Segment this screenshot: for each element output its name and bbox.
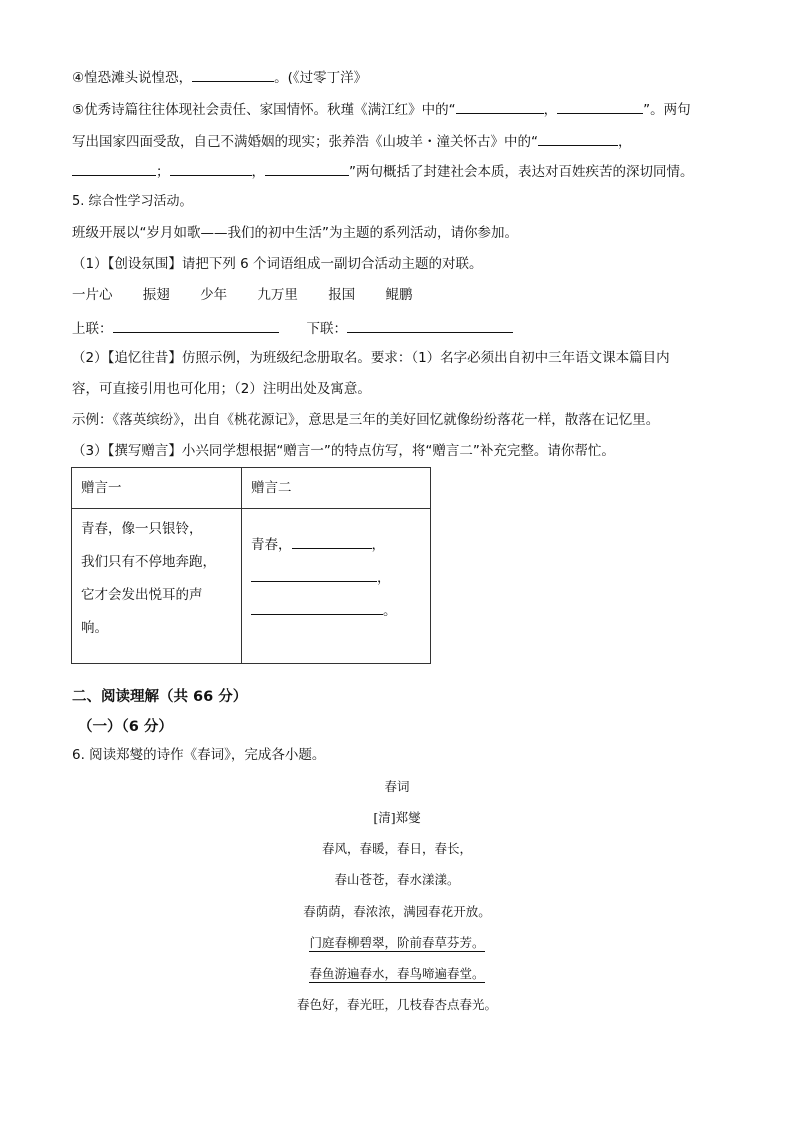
answer-blank[interactable] — [557, 98, 643, 114]
q4-line-3 — [72, 130, 632, 152]
q4-l4-sep1: ； — [156, 164, 170, 180]
q5-title: 5. 综合性学习活动。 — [72, 194, 193, 209]
poem-author: [清]郑燮 — [373, 810, 421, 825]
gift2-end: 。 — [383, 603, 397, 619]
underlined-text: 门庭春柳碧翠，阶前春草芬芳。 — [309, 935, 485, 950]
q5-part2-line1: （2）【追忆往昔】仿照示例，为班级纪念册取名。要求：（1）名字必须出自初中三年语文课本篇目内 — [72, 350, 670, 366]
subsection-heading: （一）（6 分） — [78, 719, 173, 735]
gift-header-2: 赠言二 — [242, 468, 431, 509]
q4-line-1 — [72, 66, 367, 88]
gift2-start: 青春， — [251, 537, 292, 553]
word-item: 振翅 — [142, 287, 170, 303]
word-item: 报国 — [328, 287, 356, 303]
lower-couplet-label: 下联： — [306, 321, 347, 337]
q4-line-4 — [72, 160, 694, 182]
q4-l4-sep2: ， — [251, 164, 265, 180]
gift-header-1: 赠言一 — [72, 468, 242, 509]
q5-example: 示例：《落英缤纷》，出自《桃花源记》，意思是三年的美好回忆就像纷纷落花一样，散落在记忆里。 — [72, 412, 660, 428]
word-item: 九万里 — [257, 287, 298, 303]
gift1-line: 它才会发出悦耳的声 — [81, 587, 203, 603]
gift1-line: 青春，像一只银铃， — [81, 521, 203, 537]
gift1-line: 我们只有不停地奔跑， — [81, 554, 216, 570]
word-item: 少年 — [200, 287, 228, 303]
q6-prompt: 6. 阅读郑燮的诗作《春词》，完成各小题。 — [72, 747, 326, 763]
gift-cell-2 — [242, 509, 431, 664]
q4-l1-post: 。(《过零丁洋》 — [274, 70, 368, 86]
poem-line-underlined — [0, 933, 794, 951]
underlined-text: 春鱼游遍春水，春鸟啼遍春堂。 — [309, 966, 485, 981]
answer-blank[interactable] — [456, 98, 544, 114]
word-list — [72, 285, 438, 305]
answer-blank[interactable] — [72, 160, 156, 176]
answer-blank[interactable] — [192, 66, 274, 82]
word-item: 鲲鹏 — [385, 287, 413, 303]
q4-l4-post: ”两句概括了封建社会本质，表达对百姓疾苦的深切同情。 — [349, 164, 694, 180]
upper-couplet-label: 上联： — [72, 321, 113, 337]
poem-line: 春风，春暖，春日，春长， — [321, 841, 472, 856]
upper-couplet-blank[interactable] — [113, 317, 279, 333]
answer-blank[interactable] — [292, 533, 372, 549]
q5-part2-line2: 容，可直接引用也可化用；（2）注明出处及寓意。 — [72, 381, 371, 397]
q5-part1: （1）【创设氛围】请把下列 6 个词语组成一副切合活动主题的对联。 — [72, 256, 483, 272]
q5-part3: （3）【撰写赠言】小兴同学想根据“赠言一”的特点仿写，将“赠言二”补充完整。请你帮忙。 — [72, 443, 615, 459]
poem-line: 春山苍苍，春水漾漾。 — [334, 872, 460, 887]
q4-l3-pre: 写出国家四面受敌，自己不满婚姻的现实；张养浩《山坡羊・潼关怀古》中的“ — [72, 134, 538, 150]
answer-blank[interactable] — [538, 130, 618, 146]
poem-line: 春荫荫，春浓浓，满园春花开放。 — [303, 904, 491, 919]
gift-cell-1 — [72, 509, 242, 664]
answer-blank[interactable] — [251, 566, 377, 582]
gift2-line — [251, 562, 430, 595]
gift1-line: 响。 — [81, 620, 108, 636]
gift-table — [71, 467, 431, 664]
gift2-sep: ， — [371, 537, 385, 553]
answer-blank[interactable] — [251, 599, 383, 615]
poem-line: 春色好，春光旺，几枝春杏点春光。 — [296, 997, 497, 1012]
q4-l2-mid: ， — [543, 102, 558, 118]
answer-blank[interactable] — [265, 160, 349, 176]
poem-title: 春词 — [384, 779, 410, 794]
gift2-line — [251, 595, 430, 628]
gift2-line — [251, 529, 430, 562]
answer-blank[interactable] — [170, 160, 252, 176]
gift2-sep: ， — [377, 570, 391, 586]
section-heading: 二、阅读理解（共 66 分） — [72, 689, 248, 705]
q4-l1-pre: ④惶恐滩头说惶恐， — [72, 70, 193, 86]
lower-couplet-blank[interactable] — [347, 317, 513, 333]
q4-l2-pre: ⑤优秀诗篇往往体现社会责任、家国情怀。秋瑾《满江红》中的“ — [72, 102, 456, 118]
word-item: 一片心 — [72, 287, 113, 303]
q4-line-2 — [72, 98, 691, 120]
couplet-line — [72, 317, 513, 339]
q5-intro: 班级开展以“岁月如歌——我们的初中生活”为主题的系列活动，请你参加。 — [72, 225, 518, 241]
poem-line-underlined — [0, 964, 794, 982]
q4-l3-post: ， — [618, 134, 632, 150]
q4-l2-post: ”。两句 — [643, 102, 691, 118]
